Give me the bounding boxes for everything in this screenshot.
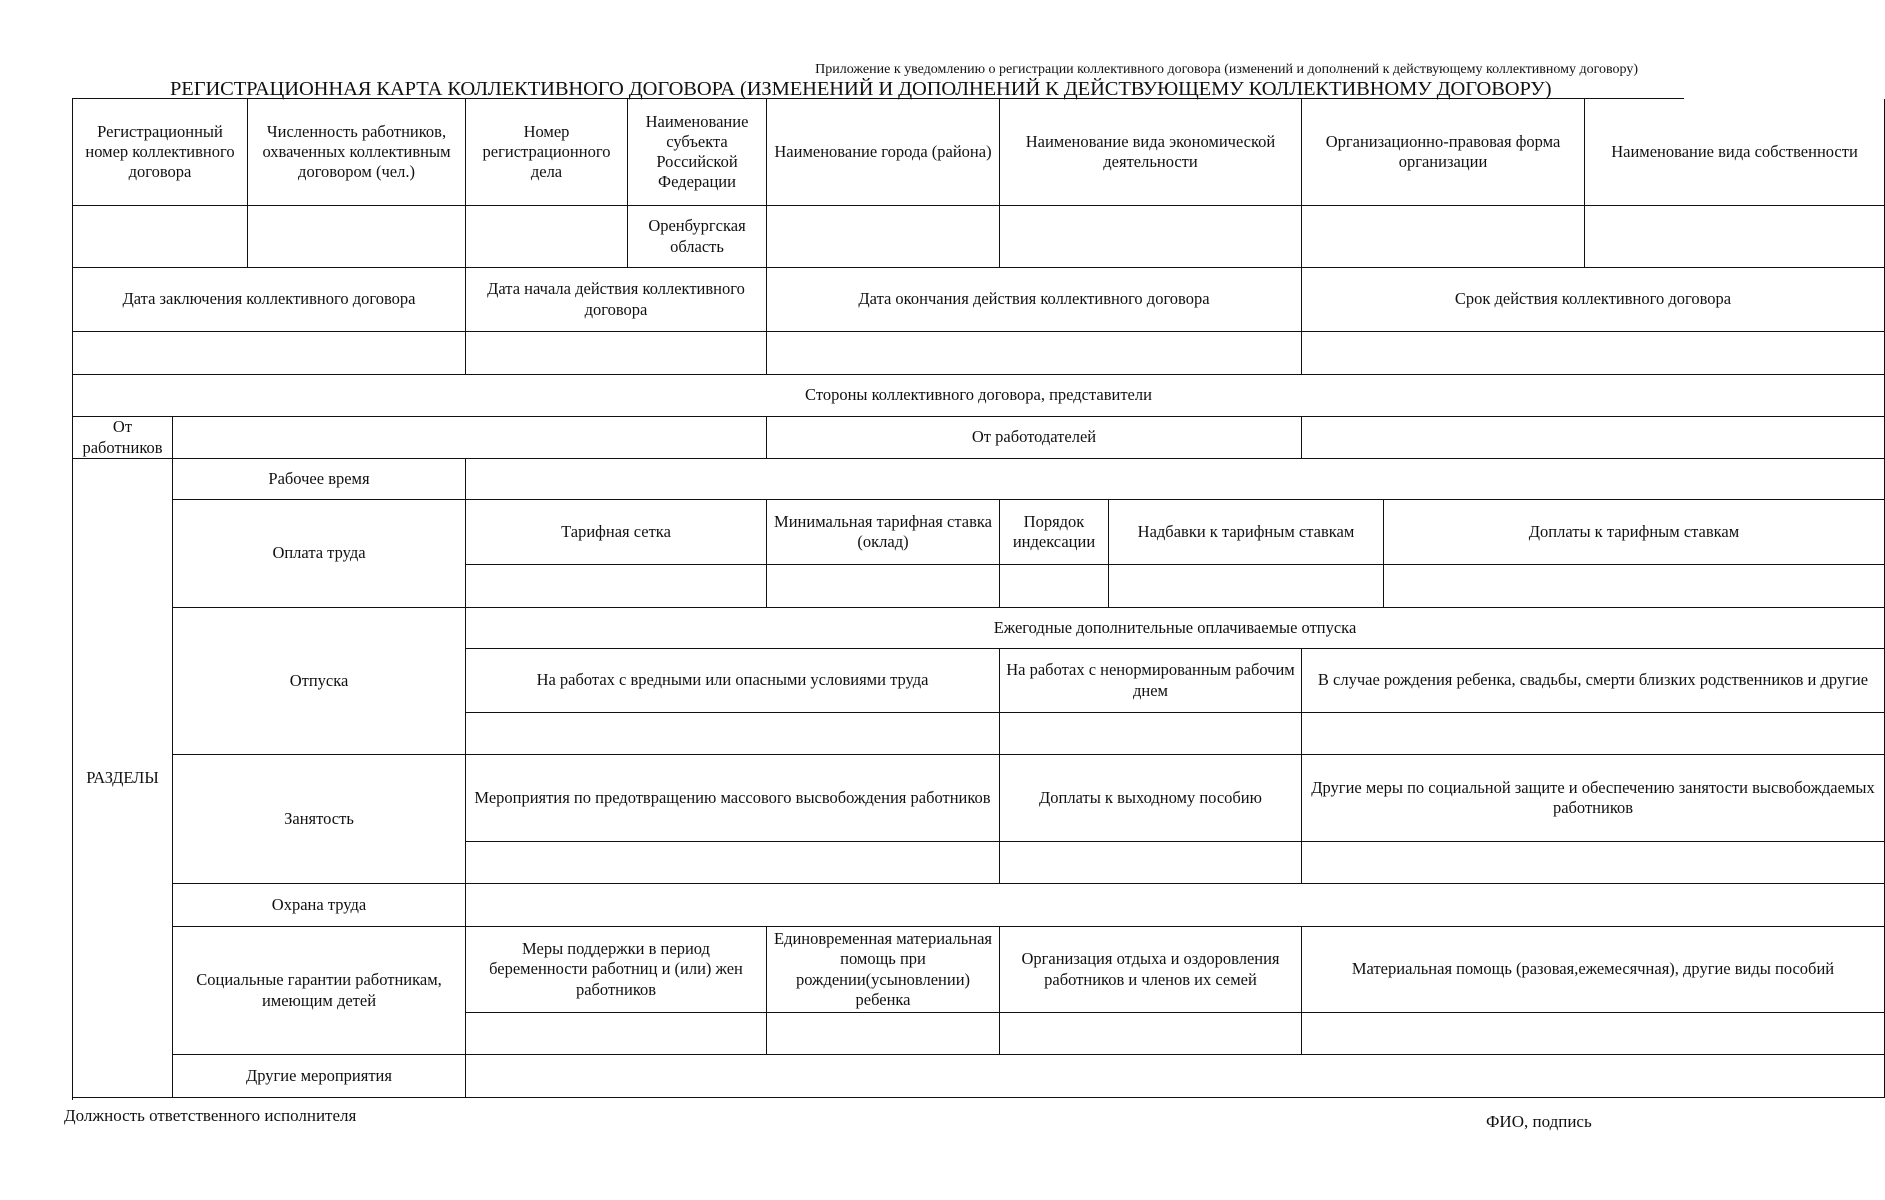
- value-conclusion-date[interactable]: [73, 332, 466, 375]
- value-from-workers[interactable]: [173, 417, 767, 459]
- label-vacations: Отпуска: [173, 608, 466, 755]
- value-term[interactable]: [1302, 332, 1885, 375]
- value-allowances[interactable]: [1109, 565, 1384, 608]
- value-from-employers[interactable]: [1302, 417, 1885, 459]
- header-material-aid: Материальная помощь (разовая,ежемесячная), другие виды пособий: [1302, 927, 1885, 1013]
- value-severance[interactable]: [1000, 842, 1302, 884]
- value-surcharges[interactable]: [1384, 565, 1885, 608]
- label-social-guarantees: Социальные гарантии работникам, имеющим детей: [173, 927, 466, 1055]
- value-activity[interactable]: [1000, 206, 1302, 268]
- header-allowances: Надбавки к тарифным ставкам: [1109, 500, 1384, 565]
- appendix-note: Приложение к уведомлению о регистрации коллективного договора (изменений и дополнений к действующему коллективному договору): [815, 62, 1638, 77]
- page-title: РЕГИСТРАЦИОННАЯ КАРТА КОЛЛЕКТИВНОГО ДОГОВОРА (ИЗМЕНЕНИЙ И ДОПОЛНЕНИЙ К ДЕЙСТВУЮЩЕМУ КОЛЛЕКТИВНОМУ ДОГОВОРУ): [170, 78, 1552, 100]
- header-severance: Доплаты к выходному пособию: [1000, 755, 1302, 842]
- value-labor-protection[interactable]: [466, 884, 1885, 927]
- label-labor-protection: Охрана труда: [173, 884, 466, 927]
- value-legal-form[interactable]: [1302, 206, 1585, 268]
- sections-label: РАЗДЕЛЫ: [73, 459, 173, 1098]
- value-prevention[interactable]: [466, 842, 1000, 884]
- label-employment: Занятость: [173, 755, 466, 884]
- parties-heading: Стороны коллективного договора, представители: [73, 375, 1885, 417]
- value-ownership[interactable]: [1585, 206, 1885, 268]
- value-pregnancy-support[interactable]: [466, 1013, 767, 1055]
- value-case-number[interactable]: [466, 206, 628, 268]
- value-employees-count[interactable]: [248, 206, 466, 268]
- header-hazardous-vacation: На работах с вредными или опасными условиями труда: [466, 649, 1000, 713]
- value-irregular-vacation[interactable]: [1000, 713, 1302, 755]
- value-working-time[interactable]: [466, 459, 1885, 500]
- label-pay: Оплата труда: [173, 500, 466, 608]
- header-prevention: Мероприятия по предотвращению массового высвобождения работников: [466, 755, 1000, 842]
- value-birth-aid[interactable]: [767, 1013, 1000, 1055]
- value-other-measures[interactable]: [1302, 842, 1885, 884]
- value-reg-number[interactable]: [73, 206, 248, 268]
- header-reg-number: Регистрационный номер коллективного договора: [73, 99, 248, 206]
- header-irregular-vacation: На работах с ненормированным рабочим днем: [1000, 649, 1302, 713]
- header-vacations: Ежегодные дополнительные оплачиваемые отпуска: [466, 608, 1885, 649]
- label-other-events: Другие мероприятия: [173, 1055, 466, 1098]
- header-indexation: Порядок индексации: [1000, 500, 1109, 565]
- value-start-date[interactable]: [466, 332, 767, 375]
- header-pregnancy-support: Меры поддержки в период беременности работниц и (или) жен работников: [466, 927, 767, 1013]
- value-tariff-grid[interactable]: [466, 565, 767, 608]
- header-other-measures: Другие меры по социальной защите и обеспечению занятости высвобождаемых работников: [1302, 755, 1885, 842]
- header-conclusion-date: Дата заключения коллективного договора: [73, 268, 466, 332]
- header-legal-form: Организационно-правовая форма организации: [1302, 99, 1585, 206]
- header-city: Наименование города (района): [767, 99, 1000, 206]
- value-subject: Оренбургская область: [628, 206, 767, 268]
- value-end-date[interactable]: [767, 332, 1302, 375]
- value-other-events[interactable]: [466, 1055, 1885, 1098]
- value-indexation[interactable]: [1000, 565, 1109, 608]
- header-family-vacation: В случае рождения ребенка, свадьбы, смерти близких родственников и другие: [1302, 649, 1885, 713]
- value-city[interactable]: [767, 206, 1000, 268]
- header-term: Срок действия коллективного договора: [1302, 268, 1885, 332]
- header-subject: Наименование субъекта Российской Федерации: [628, 99, 767, 206]
- signature-label: ФИО, подпись: [1486, 1112, 1592, 1131]
- header-activity: Наименование вида экономической деятельности: [1000, 99, 1302, 206]
- header-ownership: Наименование вида собственности: [1585, 99, 1885, 206]
- responsible-position-label: Должность ответственного исполнителя: [64, 1106, 357, 1125]
- label-from-employers: От работодателей: [767, 417, 1302, 459]
- header-start-date: Дата начала действия коллективного договора: [466, 268, 767, 332]
- value-recreation[interactable]: [1000, 1013, 1302, 1055]
- value-min-rate[interactable]: [767, 565, 1000, 608]
- registration-card-table: [72, 98, 1875, 1100]
- header-end-date: Дата окончания действия коллективного договора: [767, 268, 1302, 332]
- header-birth-aid: Единовременная материальная помощь при рождении(усыновлении) ребенка: [767, 927, 1000, 1013]
- header-case-number: Номер регистрационного дела: [466, 99, 628, 206]
- header-min-rate: Минимальная тарифная ставка (оклад): [767, 500, 1000, 565]
- value-family-vacation[interactable]: [1302, 713, 1885, 755]
- value-hazardous-vacation[interactable]: [466, 713, 1000, 755]
- header-surcharges: Доплаты к тарифным ставкам: [1384, 500, 1885, 565]
- label-from-workers: От работников: [73, 417, 173, 459]
- label-working-time: Рабочее время: [173, 459, 466, 500]
- header-recreation: Организация отдыха и оздоровления работников и членов их семей: [1000, 927, 1302, 1013]
- header-employees-count: Численность работников, охваченных коллективным договором (чел.): [248, 99, 466, 206]
- value-material-aid[interactable]: [1302, 1013, 1885, 1055]
- header-tariff-grid: Тарифная сетка: [466, 500, 767, 565]
